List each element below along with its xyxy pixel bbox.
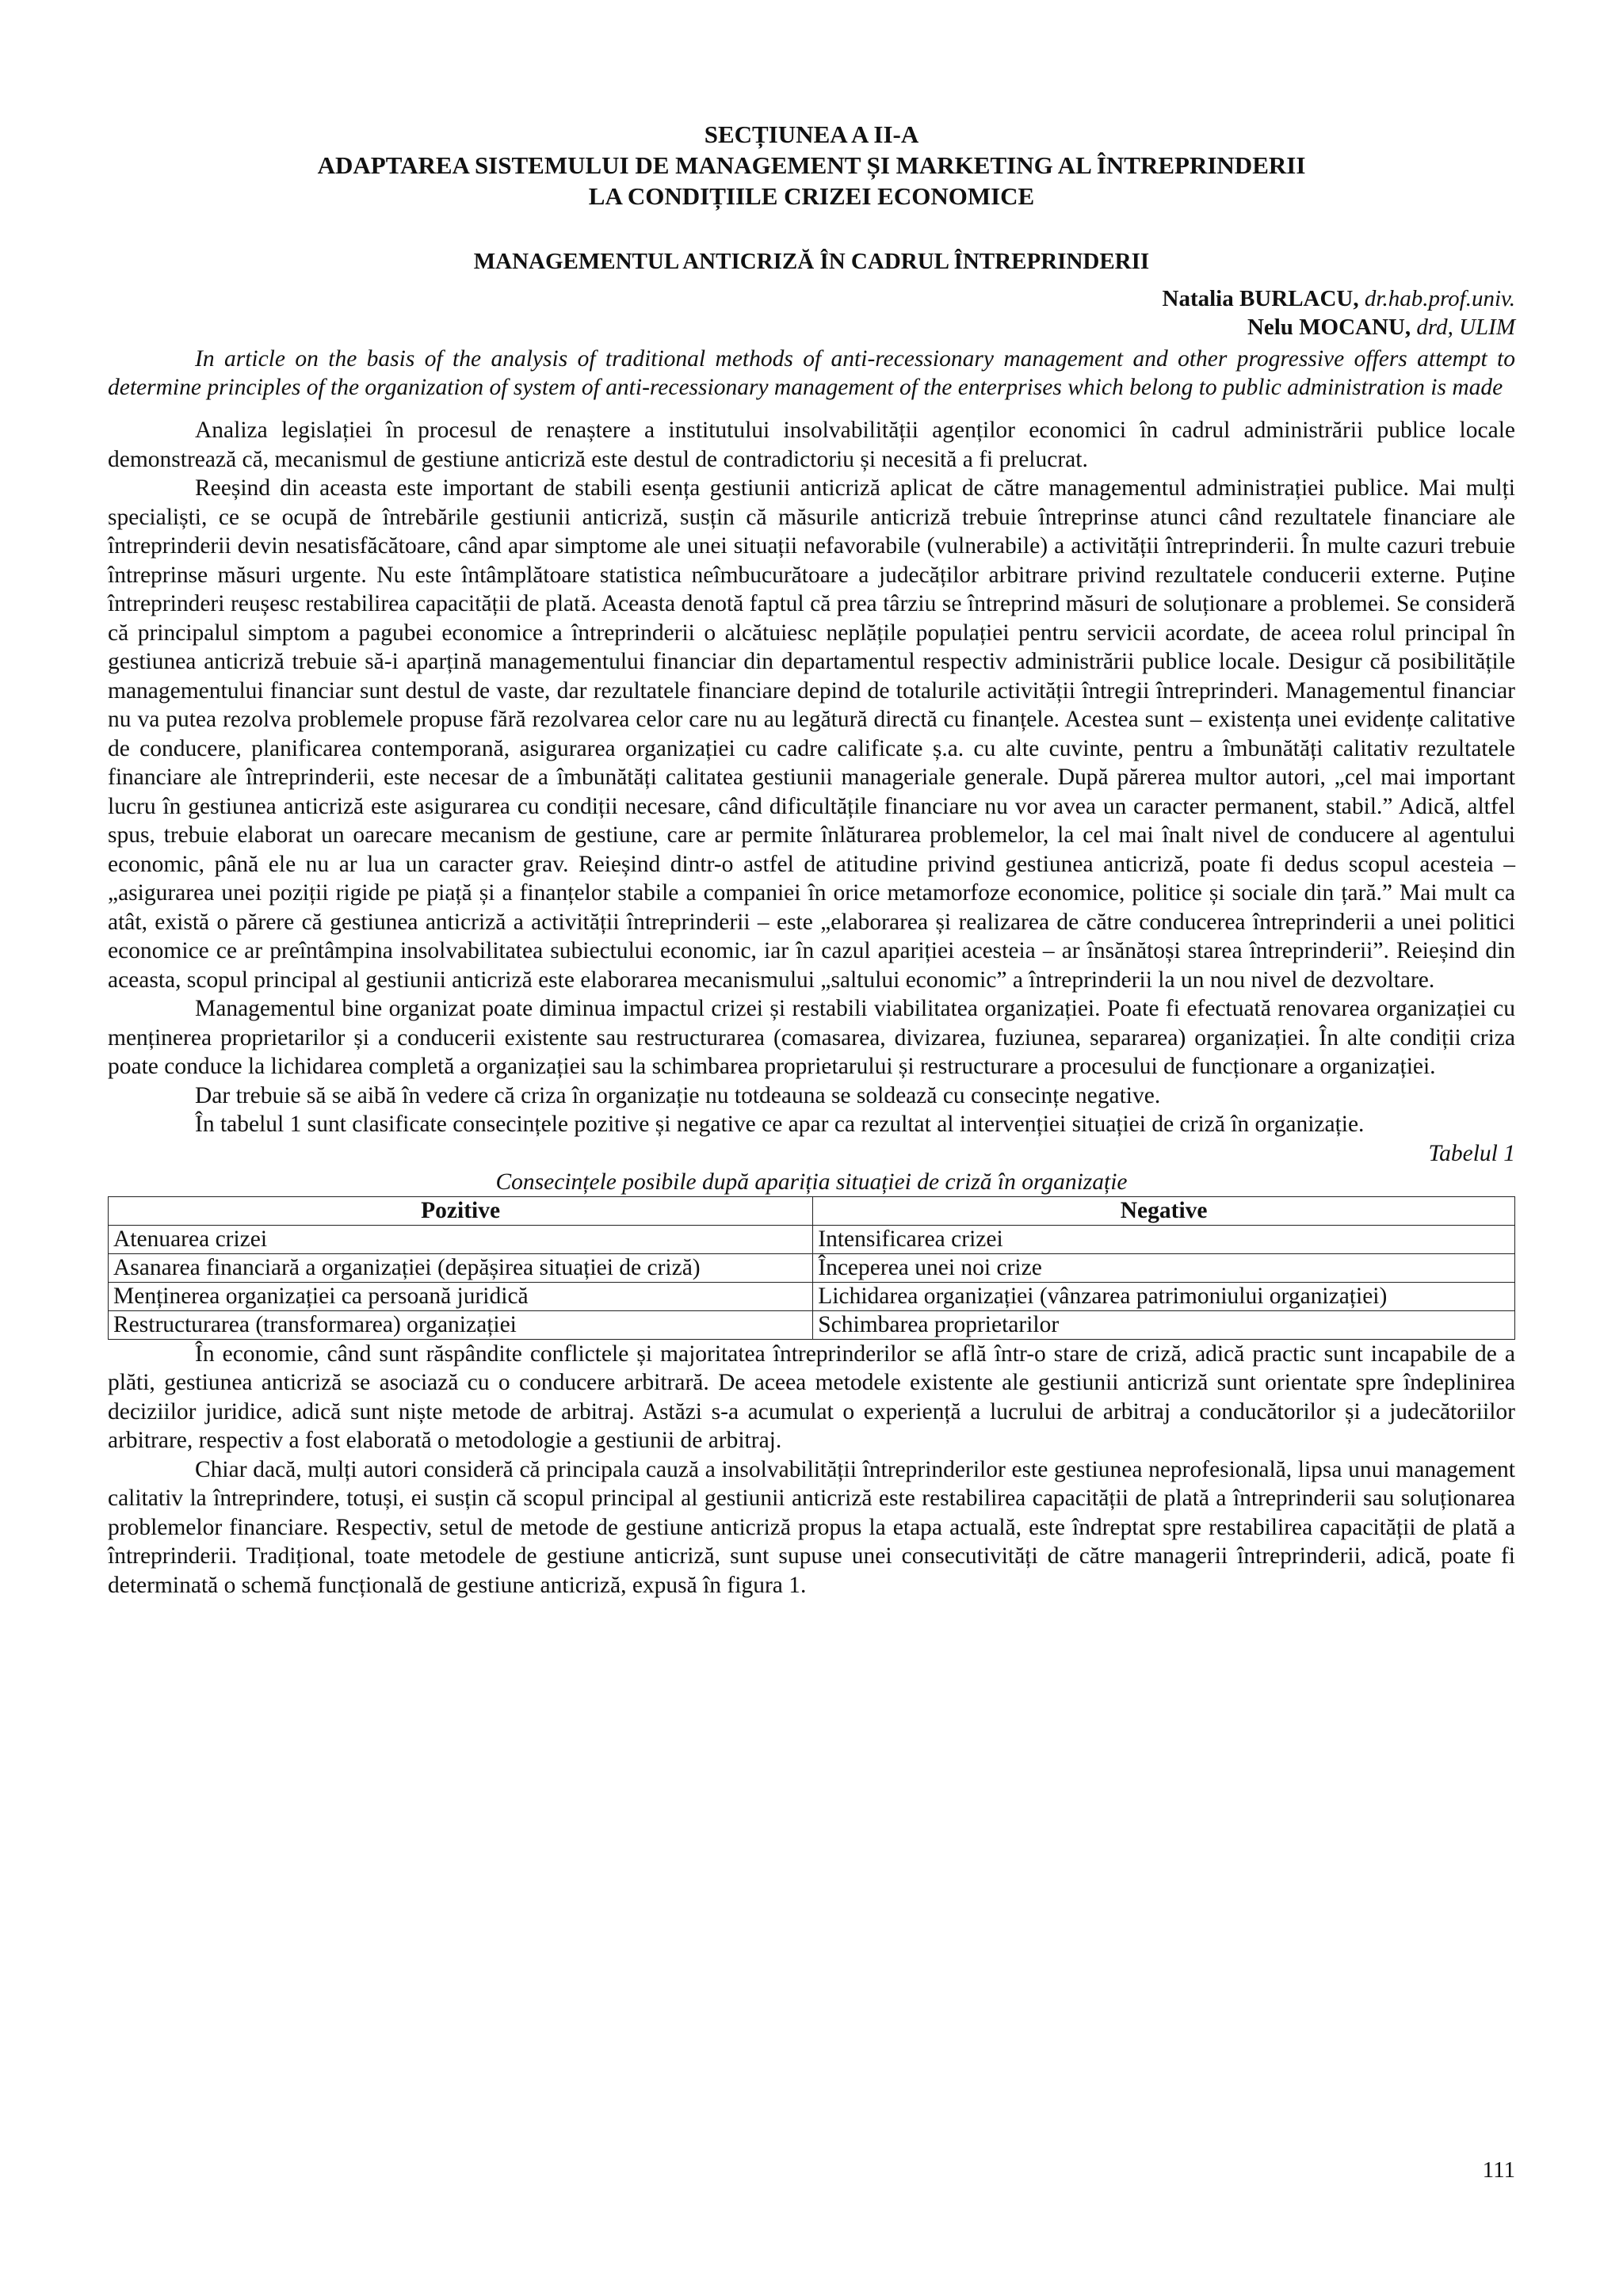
table-cell: Restructurarea (transformarea) organizației — [109, 1310, 813, 1339]
table-cell: Menținerea organizației ca persoană juridică — [109, 1282, 813, 1310]
author-line — [108, 284, 1515, 313]
table-row — [109, 1253, 1515, 1282]
consequences-table — [108, 1196, 1515, 1340]
body-paragraph: Dar trebuie să se aibă în vedere că criza în organizație nu totdeauna se soldează cu consecințe negative. — [195, 1082, 1161, 1108]
page-content — [108, 119, 1515, 1600]
body-paragraph: În economie, când sunt răspândite conflictele și majoritatea întreprinderilor se află într-o stare de criză, adică practic sunt incapabile de a plăti, gestiunea anticriză se asociază cu o conducere arbitrară. De aceea metodele existente ale gestiunii anticriză sunt orientate spre îndeplinirea deciziilor juridice, adică sunt niște metode de arbitraj. Astăzi s-a acumulat o experiență a lucrului de arbitraj a conducătorilor și a judecătoriilor arbitrare, respectiv a fost elaborată o metodologie a gestiunii de arbitraj. — [108, 1341, 1515, 1453]
table-cell: Schimbarea proprietarilor — [813, 1310, 1515, 1339]
table-cell: Începerea unei noi crize — [813, 1253, 1515, 1282]
table-cell: Lichidarea organizației (vânzarea patrimoniului organizației) — [813, 1282, 1515, 1310]
body-paragraph: Analiza legislației în procesul de renaștere a institutului insolvabilității agenților economici în cadrul administrării publice locale demonstrează că, mecanismul de gestiune anticriză este destul de contradictoriu și necesită a fi prelucrat. — [108, 418, 1515, 472]
author-affiliation: dr.hab.prof.univ. — [1364, 286, 1515, 311]
table-caption: Consecințele posibile după apariția situației de criză în organizație — [495, 1169, 1128, 1195]
section-label: SECȚIUNEA A II-A — [704, 120, 919, 148]
section-heading — [108, 119, 1515, 212]
body-paragraph: În tabelul 1 sunt clasificate consecințele pozitive și negative ce apar ca rezultat al intervenției situației de criză în organizație. — [195, 1112, 1365, 1137]
table-header-cell: Negative — [813, 1196, 1515, 1225]
section-title-line-2: LA CONDIȚIILE CRIZEI ECONOMICE — [588, 182, 1035, 210]
article-title: MANAGEMENTUL ANTICRIZĂ ÎN CADRUL ÎNTREPRINDERII — [473, 249, 1150, 274]
author-affiliation: drd, ULIM — [1416, 315, 1515, 340]
table-row — [109, 1282, 1515, 1310]
table-cell: Asanarea financiară a organizației (depășirea situației de criză) — [109, 1253, 813, 1282]
author-name: Nelu MOCANU, — [1247, 315, 1411, 340]
table-row — [109, 1225, 1515, 1253]
table-label: Tabelul 1 — [1428, 1140, 1515, 1166]
table-row — [109, 1310, 1515, 1339]
author-line — [108, 313, 1515, 341]
body-paragraph: Managementul bine organizat poate diminua impactul crizei și restabili viabilitatea organizației. Poate fi efectuată renovarea organizației cu menținerea proprietarilor și a conducerii existente sau restructurarea (comasarea, divizarea, fuziunea, separarea) organizației. În alte condiții criza poate conduce la lichidarea completă a organizației sau la schimbarea proprietarului și restructurare a procesului de funcționare a organizației. — [108, 996, 1515, 1079]
body-paragraph: Reeșind din aceasta este important de stabili esența gestiunii anticriză aplicat de către managementul administrației publice. Mai mulți specialiști, ce se ocupă de întrebările gestiunii anticriză, susțin că măsurile anticriză trebuie întreprinse atunci când rezultatele financiare ale întreprinderii devin nesatisfăcătoare, când apar simptome ale unei situații nefavorabile (vulnerabile) a activității întreprinderii. În multe cazuri trebuie întreprinse măsuri urgente. Nu este întâmplătoare statistica neîmbucurătoare a judecăților arbitrare privind rezultatele conducerii externe. Puține întreprinderi reușesc restabilirea capacității de plată. Aceasta denotă faptul că prea târziu se întreprind măsuri de soluționare a problemei. Se consideră că principalul simptom a pagubei economice a întreprinderii o alcătuiesc neplățile populației pentru servicii acordate, de aceea rolul principal în gestiunea anticriză trebuie să-i aparțină managementului financiar din departamentul respectiv administrării publice locale. Desigur că posibilitățile managementului financiar sunt destul de vaste, dar rezultatele financiare depind de totalurile activității întregii întreprinderi. Managementul financiar nu va putea rezolva problemele propuse fără rezolvarea celor care nu au legătură directă cu finanțele. Acestea sunt – existența unei evidențe calitative de conducere, planificarea contemporană, asigurarea organizației cu cadre calificate ș.a. cu alte cuvinte, pentru a îmbunătăți calitativ rezultatele financiare ale întreprinderii, este necesar de a îmbunătăți calitatea gestiunii manageriale generale. După părerea multor autori, „cel mai important lucru în gestiunea anticriză este asigurarea cu condiții necesare, când dificultățile financiare nu vor avea un caracter permanent, stabil.” Adică, altfel spus, trebuie elaborat un oarecare mecanism de gestiune, care ar permite înlăturarea problemelor, la cel mai înalt nivel de conducere al agentului economic, până ele nu ar lua un caracter grav. Reieșind dintr-o astfel de atitudine privind gestiunea anticriză, poate fi dedus scopul acesteia – „asigurarea unei poziții rigide pe piață și a finanțelor stabile a companiei în orice metamorfoze economice, politice și sociale din țară.” Mai mult ca atât, există o părere că gestiunea anticriză a activității întreprinderii – este „elaborarea și realizarea de către conducerea întreprinderii a unei politici economice ce ar preîntâmpina insolvabilitatea subiectului economic, iar în cazul apariției acesteia – ar însănătoși starea întreprinderii”. Reieșind din aceasta, scopul principal al gestiunii anticriză este elaborarea mecanismului „saltului economic” a întreprinderii la un nou nivel de dezvoltare. — [108, 475, 1515, 993]
body-paragraph: Chiar dacă, mulți autori consideră că principala cauză a insolvabilității întreprinderilor este gestiunea neprofesională, lipsa unui management calitativ la întreprindere, totuși, ei susțin că scopul principal al gestiunii anticriză este restabilirea capacității de plată a întreprinderii sau soluționarea problemelor financiare. Respectiv, setul de metode de gestiune anticriză propus la etapa actuală, este îndreptat spre restabilirea capacității de plată a întreprinderii. Tradițional, toate metodele de gestiune anticriză, sunt supuse unei consecutivități de către managerii întreprinderii, adică, poate fi determinată o schemă funcțională de gestiune anticriză, expusă în figura 1. — [108, 1456, 1515, 1598]
table-cell: Intensificarea crizei — [813, 1225, 1515, 1253]
table-cell: Atenuarea crizei — [109, 1225, 813, 1253]
table-header-row — [109, 1196, 1515, 1225]
abstract: In article on the basis of the analysis of traditional methods of anti-recessionary management and other progressive offers attempt to determine principles of the organization of system of anti-recessionary management of the enterprises which belong to public administration is made — [108, 346, 1515, 400]
table-header-cell: Pozitive — [109, 1196, 813, 1225]
author-name: Natalia BURLACU, — [1162, 286, 1359, 311]
page-number: 111 — [1482, 2157, 1515, 2183]
section-title-line-1: ADAPTAREA SISTEMULUI DE MANAGEMENT ȘI MARKETING AL ÎNTREPRINDERII — [317, 151, 1306, 179]
